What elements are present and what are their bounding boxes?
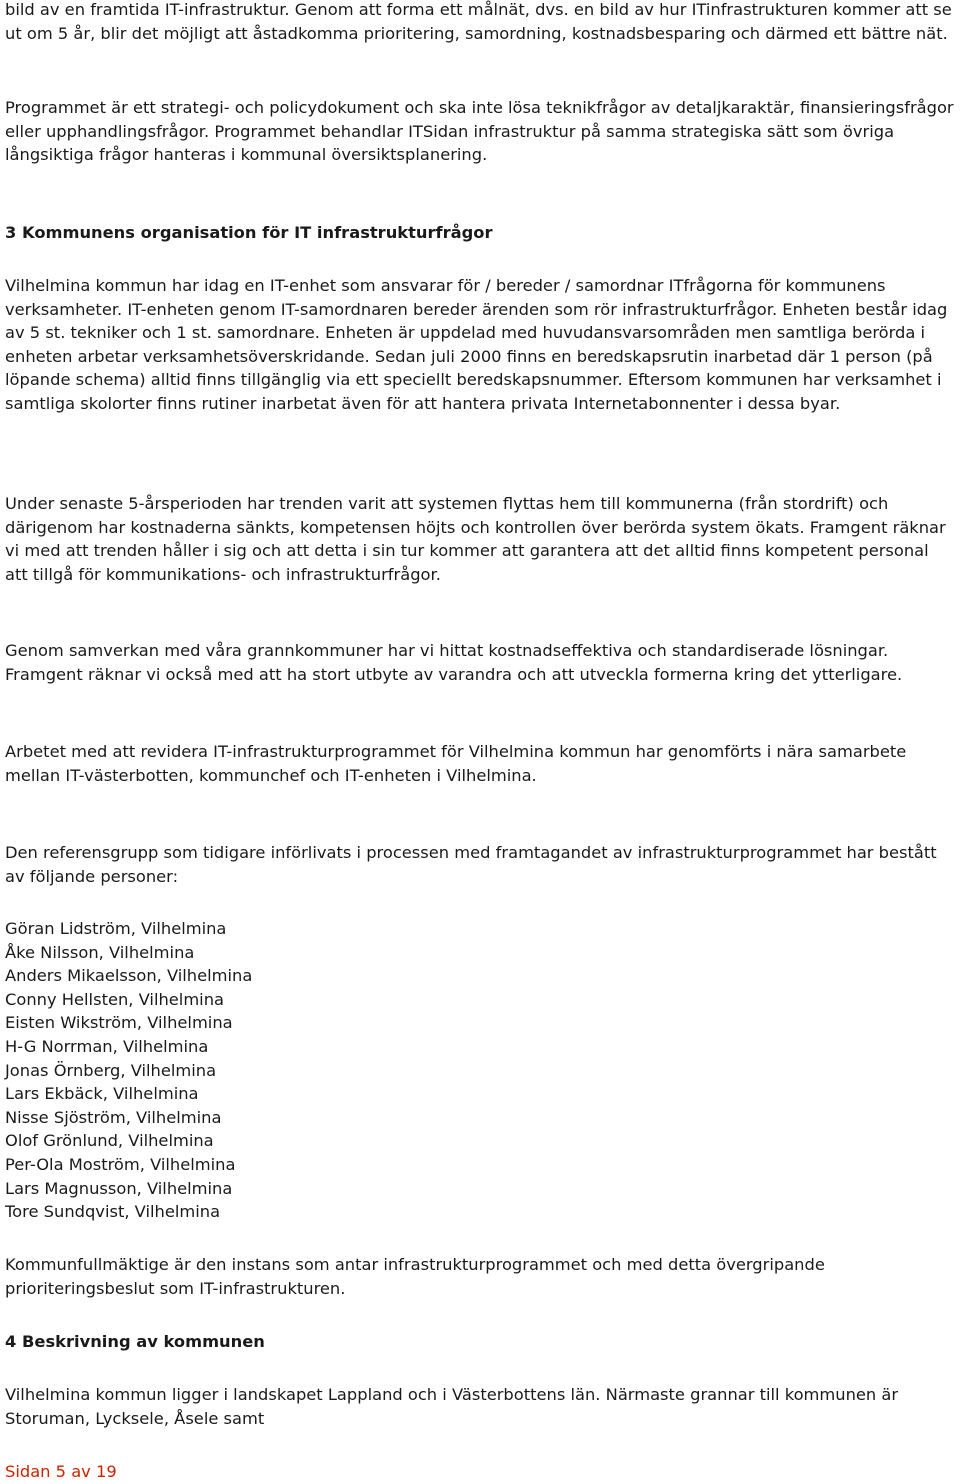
list-item: Göran Lidström, Vilhelmina (5, 919, 227, 938)
list-item: Lars Ekbäck, Vilhelmina (5, 1084, 199, 1104)
section-3-paragraph-revision: Arbetet med att revidera IT-infrastrukturprogrammet för Vilhelmina kommun har genomförts i nära samarbete mellan IT-västerbotten, kommunchef och IT-enheten i Vilhelmina. (5, 742, 907, 785)
section-3-paragraph-cooperation: Genom samverkan med våra grannkommuner har vi hittat kostnadseffektiva och standardiserade lösningar. Framgent räknar vi också med att ha stort utbyte av varandra och att utveckla formerna kring det ytterligare. (5, 641, 903, 684)
list-item: Per-Ola Moström, Vilhelmina (5, 1154, 236, 1174)
section-3-paragraph-reference-group: Den referensgrupp som tidigare införlivats i processen med framtagandet av infrastrukturprogrammet har bestått av följande personer: (5, 843, 937, 886)
section-3-paragraph-council: Kommunfullmäktige är den instans som antar infrastrukturprogrammet och med detta övergripande prioriteringsbeslut som IT-infrastrukturen. (5, 1255, 825, 1298)
list-item: Nisse Sjöström, Vilhelmina (5, 1107, 222, 1127)
intro-paragraph: bild av en framtida IT-infrastruktur. Genom att forma ett målnät, dvs. en bild av hur ITinfrastrukturen kommer att se ut om 5 år, blir det möjligt att åstadkomma prioritering, samordning, kostnadsbesparing och därmed ett bättre nät. (5, 0, 952, 43)
intro-paragraph-program: Programmet är ett strategi- och policydokument och ska inte lösa teknikfrågor av detaljkaraktär, finansieringsfrågor eller upphandlingsfrågor. Programmet behandlar ITSidan infrastruktur på samma strategiska sätt som övriga långsiktiga frågor hanteras i kommunal översiktsplanering. (5, 98, 954, 165)
list-item: Olof Grönlund, Vilhelmina (5, 1131, 214, 1151)
section-3-heading: 3 Kommunens organisation för IT infrastrukturfrågor (5, 223, 493, 242)
section-3-paragraph-organisation: Vilhelmina kommun har idag en IT-enhet som ansvarar för / bereder / samordnar ITfrågorna för kommunens verksamheter. IT-enheten genom IT-samordnaren bereder ärenden som rör infrastrukturfrågor. Enheten består idag av 5 st. tekniker och 1 st. samordnare. Enheten är uppdelad med huvudansvarsområden men samtliga berörda i enheten arbetar verksamhetsöverskridande. Sedan juli 2000 finns en beredskapsrutin inarbetad där 1 person (på löpande schema) alltid finns tillgänglig via ett speciellt beredskapsnummer. Eftersom kommunen har verksamhet i samtliga skolorter finns rutiner inarbetat även för att hantera privata Internetabonnenter i dessa byar. (5, 276, 948, 413)
section-4-paragraph-description: Vilhelmina kommun ligger i landskapet Lappland och i Västerbottens län. Närmaste grannar till kommunen är Storuman, Lycksele, Åsele samt (5, 1385, 899, 1428)
list-item: Conny Hellsten, Vilhelmina (5, 989, 225, 1009)
list-item: Lars Magnusson, Vilhelmina (5, 1178, 233, 1198)
section-4-heading: 4 Beskrivning av kommunen (5, 1332, 265, 1351)
page-number-footer: Sidan 5 av 19 (5, 1462, 117, 1481)
reference-group-list (5, 917, 955, 1224)
list-item: Åke Nilsson, Vilhelmina (5, 942, 195, 962)
list-item: Anders Mikaelsson, Vilhelmina (5, 966, 253, 986)
list-item: H-G Norrman, Vilhelmina (5, 1036, 209, 1056)
section-3-paragraph-trend: Under senaste 5-årsperioden har trenden varit att systemen flyttas hem till kommunerna (från stordrift) och därigenom har kostnaderna sänkts, kompetensen höjts och kontrollen över berörda system ökats. Framgent räknar vi med att trenden håller i sig och att detta i sin tur kommer att garantera att det alltid finns kompetent personal att tillgå för kommunikations- och infrastrukturfrågor. (5, 494, 946, 584)
list-item: Tore Sundqvist, Vilhelmina (5, 1202, 221, 1222)
list-item: Jonas Örnberg, Vilhelmina (5, 1060, 217, 1080)
list-item: Eisten Wikström, Vilhelmina (5, 1013, 233, 1033)
